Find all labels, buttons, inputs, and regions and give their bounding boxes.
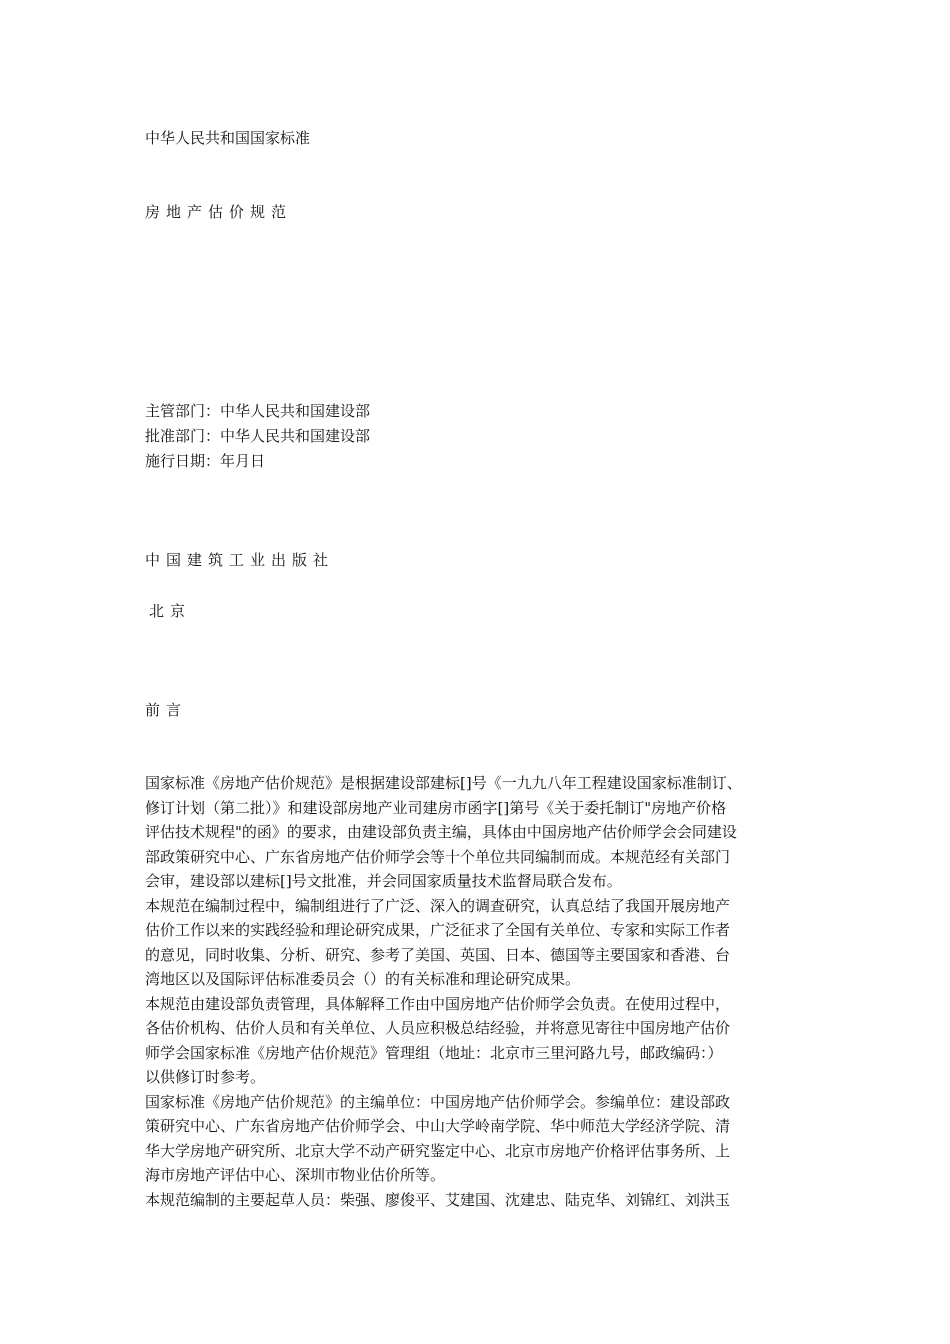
- preface-line: 师学会国家标准《房地产估价规范》管理组（地址：北京市三里河路九号，邮政编码：）: [145, 1043, 723, 1062]
- standard-type: 中华人民共和国国家标准: [145, 129, 311, 147]
- preface-line: 海市房地产评估中心、深圳市物业估价所等。: [145, 1166, 446, 1184]
- preface-line: 的意见，同时收集、分析、研究、参考了美国、英国、日本、德国等主要国家和香港、台: [145, 945, 731, 964]
- publisher: 中国建筑工业出版社: [145, 551, 335, 569]
- preface-line: 湾地区以及国际评估标准委员会（）的有关标准和理论研究成果。: [145, 970, 581, 988]
- publisher-city: 北京: [149, 602, 192, 620]
- preface-line: 部政策研究中心、广东省房地产估价师学会等十个单位共同编制而成。本规范经有关部门: [145, 847, 731, 866]
- preface-line: 本规范在编制过程中，编制组进行了广泛、深入的调查研究，认真总结了我国开展房地产: [145, 896, 731, 915]
- approving-department: 批准部门：中华人民共和国建设部: [145, 427, 371, 445]
- preface-line: 会审，建设部以建标[]号文批准，并会同国家质量技术监督局联合发布。: [145, 872, 622, 890]
- preface-line: 本规范编制的主要起草人员：柴强、廖俊平、艾建国、沈建忠、陆克华、刘锦红、刘洪玉: [145, 1190, 731, 1209]
- competent-department: 主管部门：中华人民共和国建设部: [145, 402, 371, 420]
- preface-line: 以供修订时参考。: [145, 1068, 266, 1086]
- preface-line: 国家标准《房地产估价规范》的主编单位：中国房地产估价师学会。参编单位：建设部政: [145, 1092, 731, 1111]
- effective-date: 施行日期：年月日: [145, 452, 266, 470]
- preface-line: 国家标准《房地产估价规范》是根据建设部建标[]号《一九九八年工程建设国家标准制订、: [145, 774, 742, 792]
- preface-line: 华大学房地产研究所、北京大学不动产研究鉴定中心、北京市房地产价格评估事务所、上: [145, 1141, 731, 1160]
- preface-heading: 前言: [145, 701, 188, 719]
- preface-line: 估价工作以来的实践经验和理论研究成果，广泛征求了全国有关单位、专家和实际工作者: [145, 921, 731, 939]
- preface-line: 本规范由建设部负责管理，具体解释工作由中国房地产估价师学会负责。在使用过程中，: [145, 994, 731, 1013]
- preface-line: 策研究中心、广东省房地产估价师学会、中山大学岭南学院、华中师范大学经济学院、清: [145, 1117, 731, 1135]
- preface-line: 各估价机构、估价人员和有关单位、人员应积极总结经验，并将意见寄往中国房地产估价: [145, 1019, 731, 1037]
- preface-line: 修订计划（第二批）》和建设部房地产业司建房市函字[]第号《关于委托制订"房地产价格: [145, 798, 727, 817]
- preface-body: [145, 771, 810, 1212]
- document-title: 房地产估价规范: [145, 203, 293, 221]
- preface-line: 评估技术规程"的函》的要求，由建设部负责主编，具体由中国房地产估价师学会会同建设: [145, 823, 737, 841]
